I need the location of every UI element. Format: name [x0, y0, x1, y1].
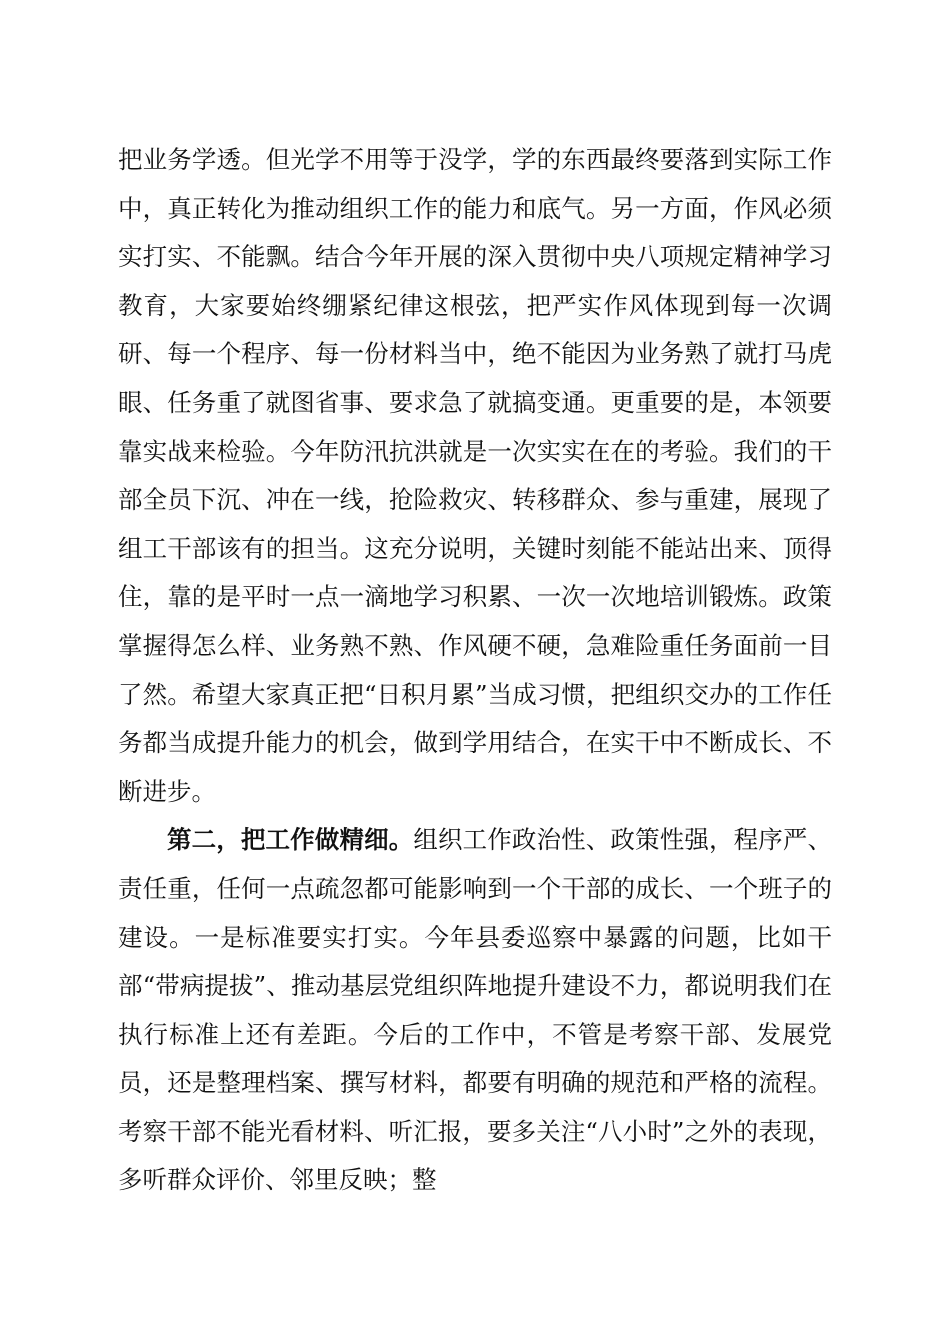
paragraph-continued	[118, 136, 832, 816]
paragraph-heading: 第二，把工作做精细。	[167, 825, 414, 855]
paragraph-second-point	[118, 816, 832, 1205]
document-body	[118, 136, 832, 1205]
paragraph-text: 组织工作政治性、政策性强，程序严、责任重，任何一点疏忽都可能影响到一个干部的成长、一个班子的建设。一是标准要实打实。今年县委巡察中暴露的问题，比如干部“带病提拔”、推动基层党组织阵地提升建设不力，都说明我们在执行标准上还有差距。今后的工作中，不管是考察干部、发展党员，还是整理档案、撰写材料，都要有明确的规范和严格的流程。考察干部不能光看材料、听汇报，要多关注“八小时”之外的表现，多听群众评价、邻里反映；整	[118, 825, 833, 1195]
paragraph-text: 把业务学透。但光学不用等于没学，学的东西最终要落到实际工作中，真正转化为推动组织工作的能力和底气。另一方面，作风必须实打实、不能飘。结合今年开展的深入贯彻中央八项规定精神学习教育，大家要始终绷紧纪律这根弦，把严实作风体现到每一次调研、每一个程序、每一份材料当中，绝不能因为业务熟了就打马虎眼、任务重了就图省事、要求急了就搞变通。更重要的是，本领要靠实战来检验。今年防汛抗洪就是一次实实在在的考验。我们的干部全员下沉、冲在一线，抢险救灾、转移群众、参与重建，展现了组工干部该有的担当。这充分说明，关键时刻能不能站出来、顶得住，靠的是平时一点一滴地学习积累、一次一次地培训锻炼。政策掌握得怎么样、业务熟不熟、作风硬不硬，急难险重任务面前一目了然。希望大家真正把“日积月累”当成习惯，把组织交办的工作任务都当成提升能力的机会，做到学用结合，在实干中不断成长、不断进步。	[118, 145, 832, 806]
